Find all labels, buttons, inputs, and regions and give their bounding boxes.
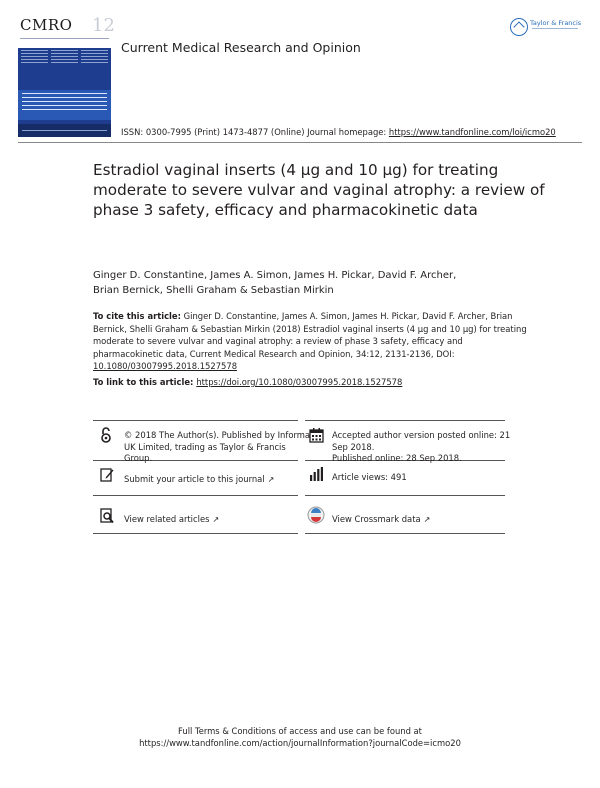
- publisher-logo-icon: [510, 18, 528, 36]
- authors-line: Ginger D. Constantine, James A. Simon, James H. Pickar, David F. Archer,: [93, 270, 457, 281]
- divider: [305, 533, 505, 534]
- article-link-line: [93, 377, 402, 387]
- authors-line: Brian Bernick, Shelli Graham & Sebastian Mirkin: [93, 285, 334, 296]
- calendar-icon: [309, 427, 324, 443]
- journal-homepage-link[interactable]: https://www.tandfonline.com/loi/icmo20: [388, 127, 556, 137]
- article-link-label: To link to this article:: [93, 377, 197, 387]
- issn-text: ISSN: 0300-7995 (Print) 1473-4877 (Online) Journal homepage:: [121, 127, 389, 137]
- divider: [93, 420, 298, 421]
- article-views: Article views: 491: [332, 472, 407, 482]
- divider: [305, 495, 505, 496]
- divider: [93, 495, 298, 496]
- citation-block: [93, 310, 533, 373]
- bar-chart-icon: [309, 466, 323, 482]
- license-info: © 2018 The Author(s). Published by Informa UK Limited, trading as Taylor & Francis Group.: [124, 430, 311, 463]
- crossmark-link[interactable]: View Crossmark data ↗: [332, 514, 431, 524]
- issn-line: [121, 127, 556, 137]
- terms-footer: [0, 726, 600, 749]
- edit-icon[interactable]: [100, 466, 114, 482]
- journal-title: Current Medical Research and Opinion: [121, 40, 361, 55]
- terms-text: Full Terms & Conditions of access and use can be found at: [178, 726, 422, 736]
- external-link-icon: ↗: [423, 515, 431, 524]
- citation-label: To cite this article:: [93, 311, 181, 321]
- publication-dates: Accepted author version posted online: 21 Sep 2018. Published online: 28 Sep 2018.: [332, 430, 511, 463]
- header-divider: [18, 142, 582, 143]
- article-doi-link[interactable]: https://doi.org/10.1080/03007995.2018.1527578: [196, 377, 403, 387]
- article-title: Estradiol vaginal inserts (4 µg and 10 µg) for treating moderate to severe vulvar and vaginal atrophy: a review of phase 3 safety, efficacy and pharmacokinetic data: [93, 161, 545, 219]
- terms-link[interactable]: https://www.tandfonline.com/action/journalInformation?journalCode=icmo20: [139, 737, 461, 748]
- cover-logo: CMRO: [20, 16, 73, 34]
- external-link-icon: ↗: [267, 475, 275, 484]
- related-articles-link[interactable]: View related articles ↗: [124, 514, 220, 524]
- search-document-icon[interactable]: [100, 508, 114, 524]
- cover-volume: 12: [92, 15, 115, 36]
- divider: [93, 533, 298, 534]
- citation-text: Ginger D. Constantine, James A. Simon, James H. Pickar, David F. Archer, Brian Bernick, Shelli Graham & Sebastian Mirkin (2018) Estradiol vaginal inserts (4 µg and 10 µg) for treating moderate to severe vulvar and vaginal atrophy: a review of phase 3 safety, efficacy and pharmacokinetic data, Current Medical Research and Opinion, 34:12, 2131-2136, DOI:: [93, 311, 527, 359]
- journal-cover[interactable]: [18, 15, 115, 137]
- open-access-icon: [99, 427, 113, 443]
- divider: [305, 420, 505, 421]
- article-authors: [93, 268, 543, 298]
- publisher-logo[interactable]: [510, 16, 586, 40]
- doi-link[interactable]: 10.1080/03007995.2018.1527578: [93, 361, 238, 372]
- crossmark-icon[interactable]: [307, 506, 325, 524]
- publisher-name: Taylor & Francis: [530, 19, 582, 27]
- submit-article-link[interactable]: Submit your article to this journal ↗: [124, 474, 275, 484]
- external-link-icon: ↗: [212, 515, 220, 524]
